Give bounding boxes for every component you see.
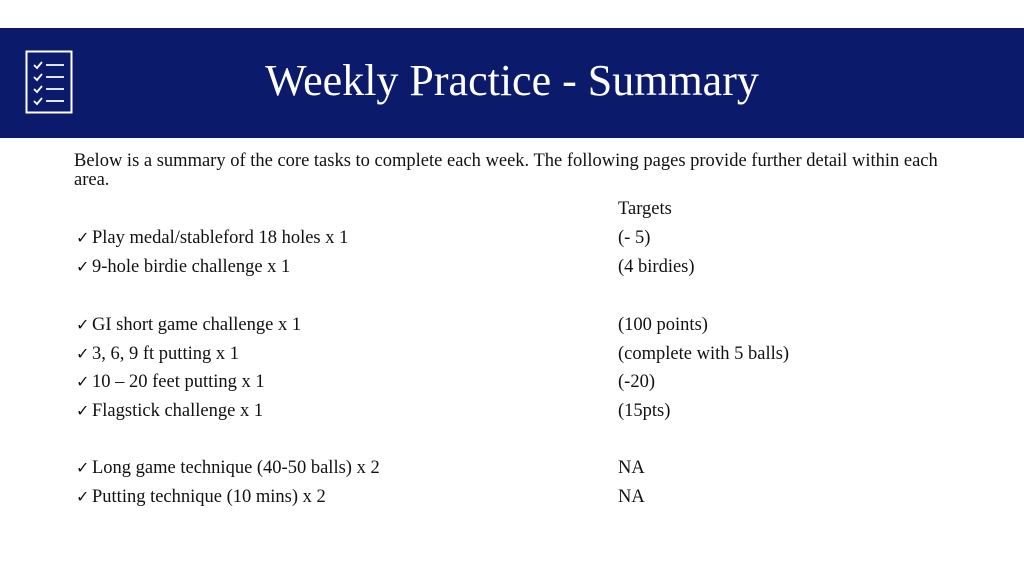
check-icon: ✓ [76, 257, 90, 276]
task-target: (100 points) [618, 315, 708, 335]
check-icon: ✓ [76, 458, 90, 477]
task-row [76, 456, 956, 480]
check-icon: ✓ [76, 372, 90, 391]
task-target: (-20) [618, 372, 655, 392]
task-label: Flagstick challenge x 1 [92, 401, 264, 421]
targets-heading: Targets [618, 199, 672, 219]
intro-text: Below is a summary of the core tasks to complete each week. The following pages provide further detail within each area. [74, 151, 938, 190]
page-title: Weekly Practice - Summary [265, 56, 759, 105]
task-row [76, 255, 956, 279]
task-label: 10 – 20 feet putting x 1 [92, 372, 265, 392]
check-icon: ✓ [76, 401, 90, 420]
task-label: Long game technique (40-50 balls) x 2 [92, 458, 380, 478]
task-target: (15pts) [618, 401, 671, 421]
task-target: NA [618, 487, 645, 507]
task-row [76, 485, 956, 509]
task-target: (4 birdies) [618, 257, 695, 277]
task-row [76, 313, 956, 337]
task-label: GI short game challenge x 1 [92, 315, 302, 335]
check-icon: ✓ [76, 344, 90, 363]
task-label: Play medal/stableford 18 holes x 1 [92, 228, 349, 248]
check-icon: ✓ [76, 487, 90, 506]
check-icon: ✓ [76, 315, 90, 334]
task-label: 9-hole birdie challenge x 1 [92, 257, 291, 277]
task-row [76, 342, 956, 366]
task-target: (- 5) [618, 228, 651, 248]
task-row [76, 399, 956, 423]
check-icon: ✓ [76, 228, 90, 247]
task-label: 3, 6, 9 ft putting x 1 [92, 344, 239, 364]
task-target: (complete with 5 balls) [618, 344, 790, 364]
title-banner [0, 28, 1024, 138]
task-row [76, 370, 956, 394]
task-target: NA [618, 458, 645, 478]
task-row [76, 226, 956, 250]
task-label: Putting technique (10 mins) x 2 [92, 487, 326, 507]
